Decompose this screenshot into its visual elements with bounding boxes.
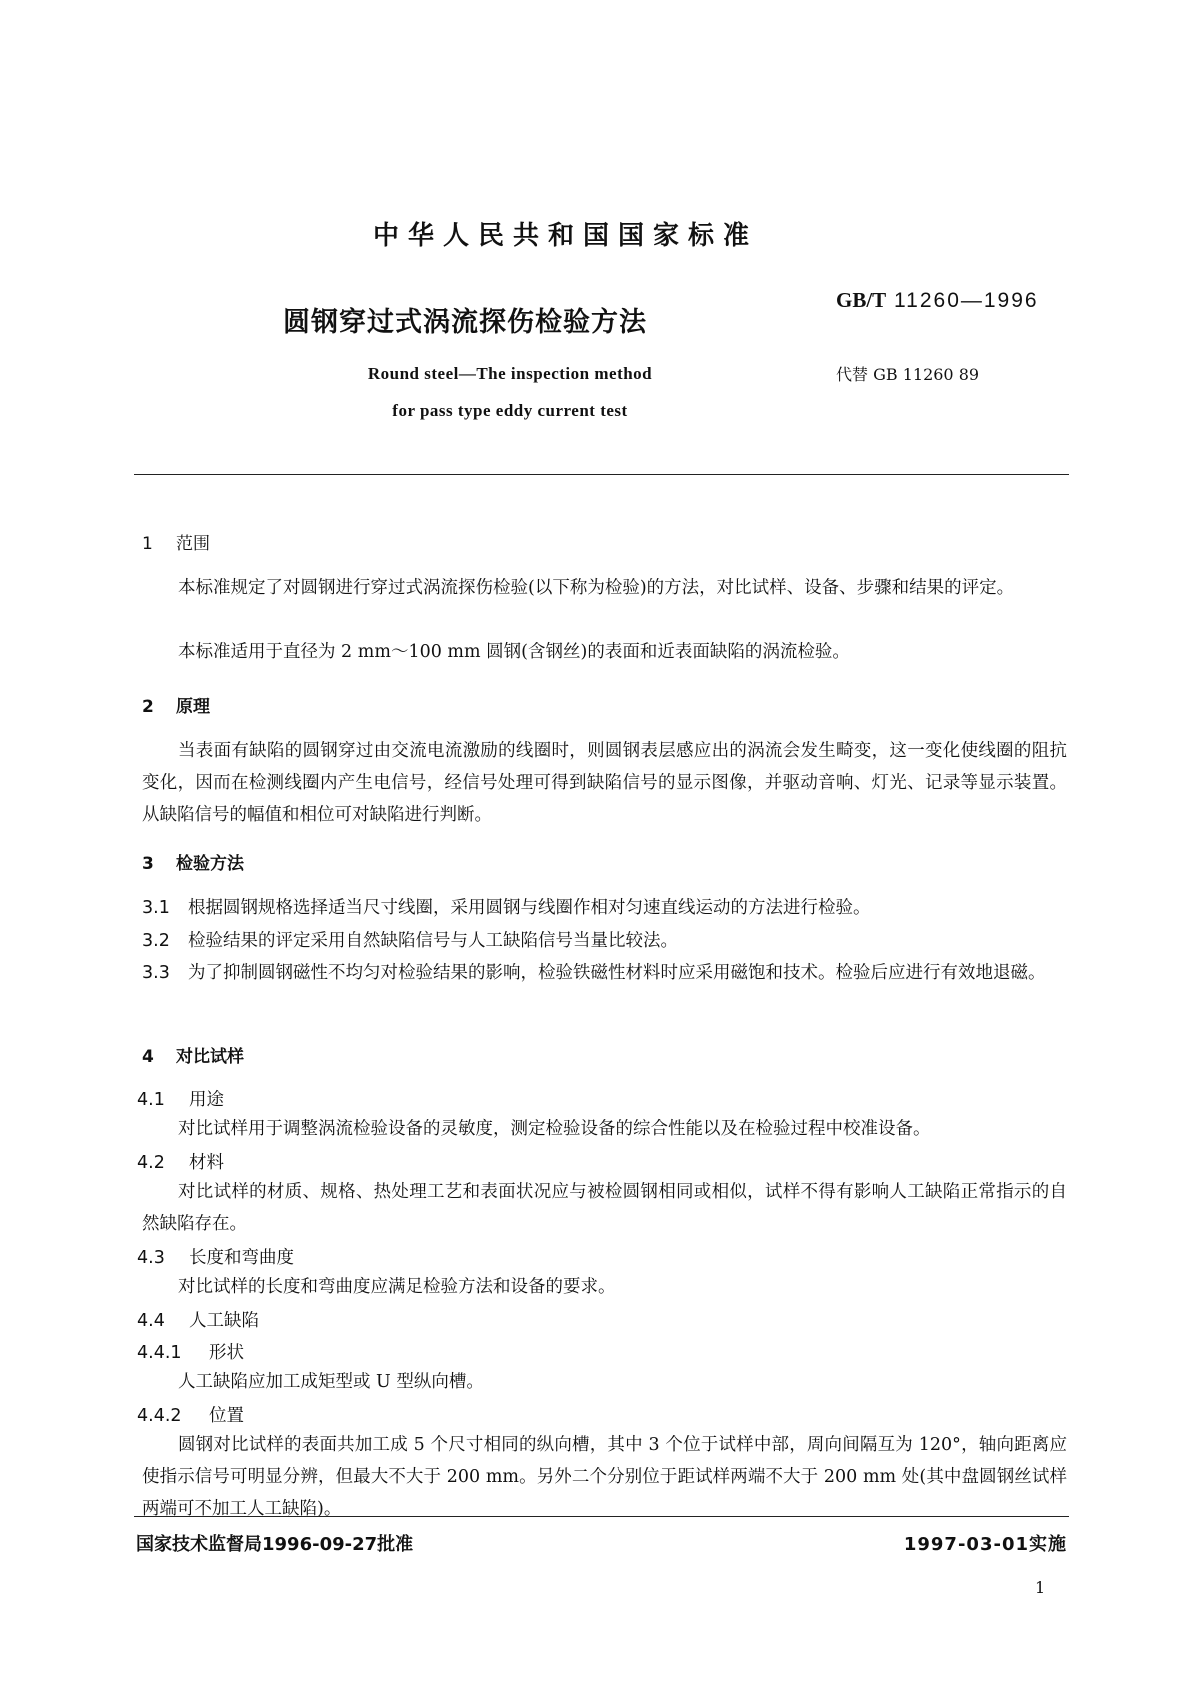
clause-4-4-2-text: 圆钢对比试样的表面共加工成 5 个尺寸相同的纵向槽，其中 3 个位于试样中部，周向间隔互为 120°，轴向距离应使指示信号可明显分辨，但最大不大于 200 mm。另外二个分别位于距试样两端不大于 200 mm 处(其中盘圆钢丝试样两端可不加工人工缺陷)。 bbox=[142, 1435, 1067, 1519]
page-number: 1 bbox=[1035, 1578, 1046, 1597]
clause-title: 形状 bbox=[209, 1343, 244, 1363]
clause-number: 4.2 bbox=[137, 1153, 165, 1173]
clause-4-1-text: 对比试样用于调整涡流检验设备的灵敏度，测定检验设备的综合性能以及在检验过程中校准设备。 bbox=[178, 1119, 931, 1139]
header-divider bbox=[134, 474, 1069, 475]
clause-title: 长度和弯曲度 bbox=[189, 1248, 294, 1268]
clause-3-1 bbox=[142, 892, 1067, 924]
clause-number: 4.1 bbox=[137, 1090, 165, 1110]
clause-number: 3.1 bbox=[142, 898, 170, 918]
clause-number: 4.4 bbox=[137, 1311, 165, 1331]
section-2-heading bbox=[142, 692, 210, 717]
section-1-paragraph-1: 本标准规定了对圆钢进行穿过式涡流探伤检验(以下称为检验)的方法，对比试样、设备、步骤和结果的评定。 bbox=[178, 578, 1015, 598]
national-standard-heading: 中华人民共和国国家标准 bbox=[372, 221, 758, 251]
clause-4-1-heading bbox=[137, 1086, 224, 1111]
title-english-line2: for pass type eddy current test bbox=[392, 401, 628, 420]
clause-4-4-1-heading bbox=[137, 1339, 244, 1364]
section-1-paragraph-2: 本标准适用于直径为 2 mm～100 mm 圆钢(含钢丝)的表面和近表面缺陷的涡流检验。 bbox=[178, 642, 850, 662]
standard-code-prefix: GB/T bbox=[836, 288, 887, 312]
clause-text: 根据圆钢规格选择适当尺寸线圈，采用圆钢与线圈作相对匀速直线运动的方法进行检验。 bbox=[188, 898, 871, 918]
clause-number: 3.2 bbox=[142, 931, 170, 951]
section-number: 2 bbox=[142, 697, 154, 717]
clause-title: 人工缺陷 bbox=[189, 1311, 259, 1331]
standard-code bbox=[836, 288, 1039, 313]
clause-number: 4.4.2 bbox=[137, 1406, 182, 1426]
section-3-heading bbox=[142, 849, 244, 874]
section-number: 3 bbox=[142, 854, 154, 874]
section-2-paragraph: 当表面有缺陷的圆钢穿过由交流电流激励的线圈时，则圆钢表层感应出的涡流会发生畸变，这一变化使线圈的阻抗变化，因而在检测线圈内产生电信号，经信号处理可得到缺陷信号的显示图像，并驱动音响、灯光、记录等显示装置。从缺陷信号的幅值和相位可对缺陷进行判断。 bbox=[142, 741, 1067, 825]
clause-text: 检验结果的评定采用自然缺陷信号与人工缺陷信号当量比较法。 bbox=[188, 931, 678, 951]
standard-code-number: 11260—1996 bbox=[894, 289, 1039, 312]
replaces-note: 代替 GB 11260 89 bbox=[836, 365, 980, 384]
clause-number: 4.3 bbox=[137, 1248, 165, 1268]
title-chinese: 圆钢穿过式涡流探伤检验方法 bbox=[283, 307, 647, 338]
clause-4-4-2-heading bbox=[137, 1402, 244, 1427]
clause-text: 为了抑制圆钢磁性不均匀对检验结果的影响，检验铁磁性材料时应采用磁饱和技术。检验后应进行有效地退磁。 bbox=[188, 963, 1046, 983]
section-title: 对比试样 bbox=[176, 1047, 244, 1067]
effective-date: 1997-03-01实施 bbox=[903, 1534, 1067, 1555]
clause-4-4-1-text: 人工缺陷应加工成矩型或 U 型纵向槽。 bbox=[178, 1372, 484, 1392]
clause-title: 材料 bbox=[189, 1153, 224, 1173]
section-number: 4 bbox=[142, 1047, 154, 1067]
clause-4-2-heading bbox=[137, 1149, 224, 1174]
clause-number: 3.3 bbox=[142, 963, 170, 983]
section-1-heading bbox=[142, 529, 210, 554]
section-title: 原理 bbox=[176, 697, 210, 717]
approval-date: 国家技术监督局1996-09-27批准 bbox=[136, 1534, 414, 1555]
clause-4-3-heading bbox=[137, 1244, 294, 1269]
clause-4-4-heading bbox=[137, 1307, 259, 1332]
section-4-heading bbox=[142, 1042, 244, 1067]
clause-3-3 bbox=[142, 957, 1067, 989]
clause-4-3-text: 对比试样的长度和弯曲度应满足检验方法和设备的要求。 bbox=[178, 1277, 616, 1297]
clause-4-2-text: 对比试样的材质、规格、热处理工艺和表面状况应与被检圆钢相同或相似，试样不得有影响人工缺陷正常指示的自然缺陷存在。 bbox=[142, 1182, 1067, 1234]
clause-number: 4.4.1 bbox=[137, 1343, 182, 1363]
clause-title: 用途 bbox=[189, 1090, 224, 1110]
section-title: 范围 bbox=[176, 534, 210, 554]
footer-divider bbox=[134, 1516, 1069, 1517]
section-number: 1 bbox=[142, 534, 153, 554]
section-title: 检验方法 bbox=[176, 854, 244, 874]
clause-title: 位置 bbox=[209, 1406, 244, 1426]
clause-3-2 bbox=[142, 925, 1067, 957]
title-english-line1: Round steel—The inspection method bbox=[367, 364, 653, 383]
